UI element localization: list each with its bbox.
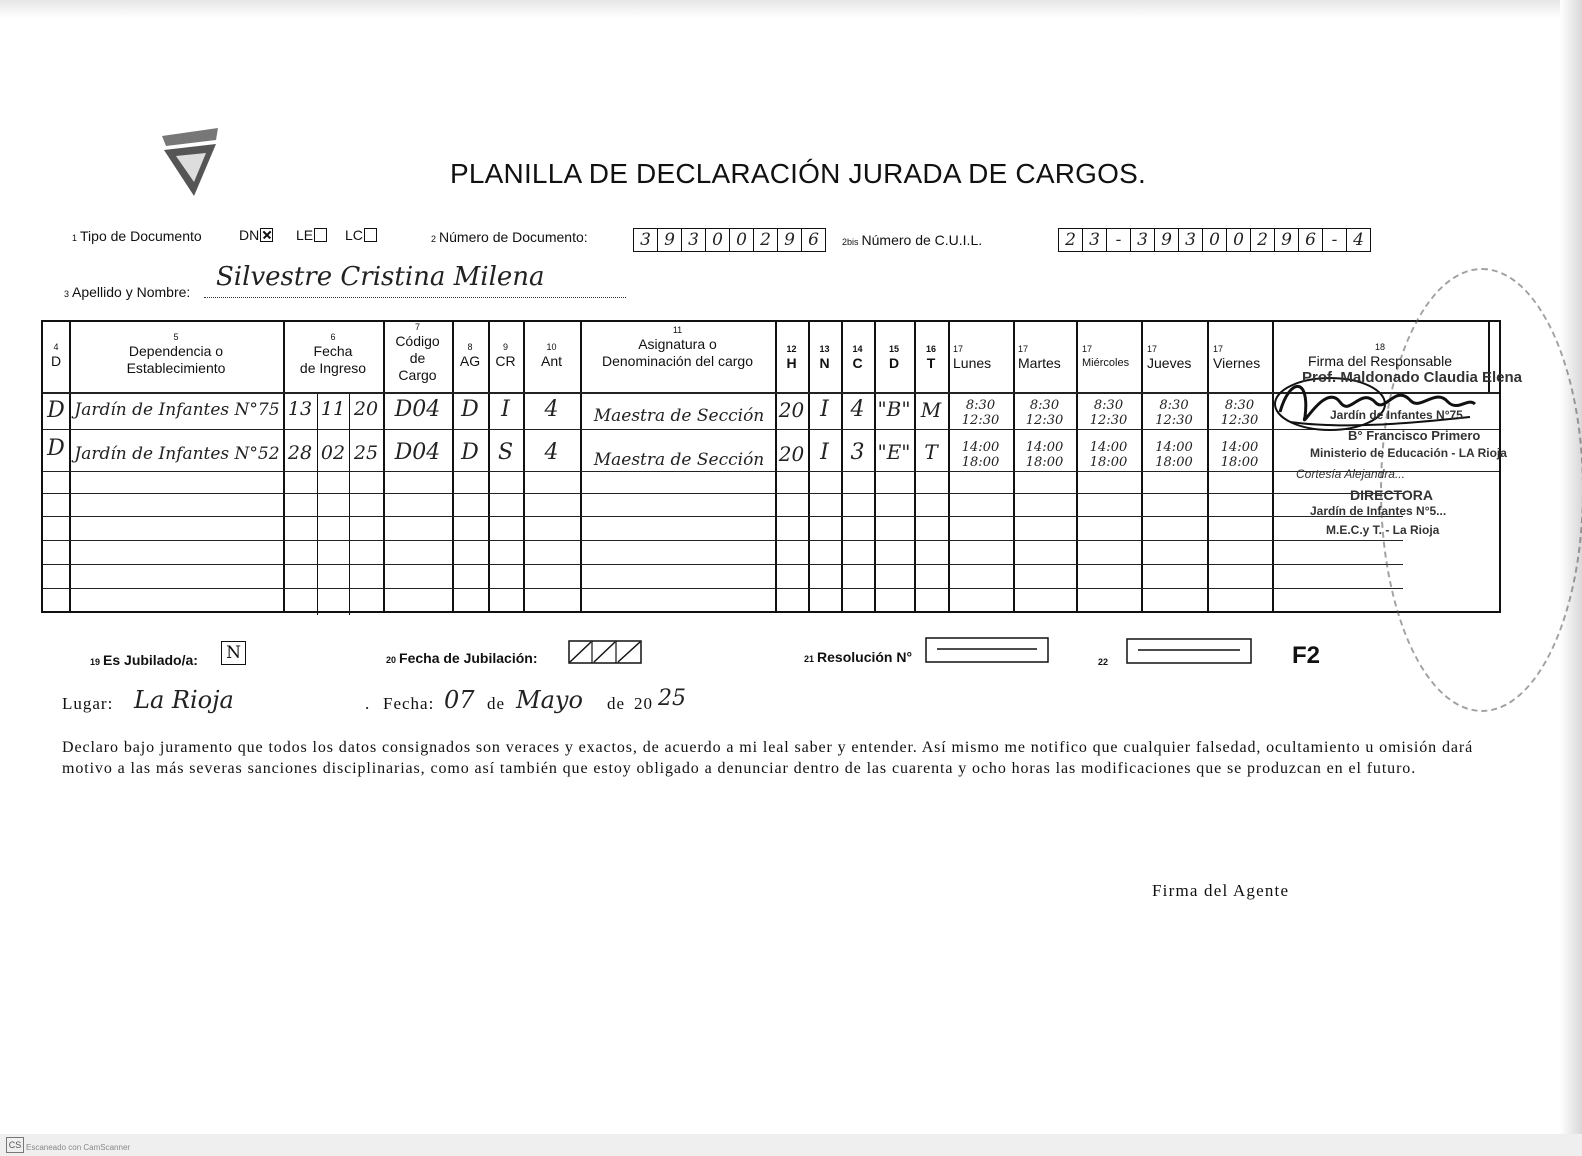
row2-mes[interactable]: 02 — [320, 442, 346, 464]
stamp-barrio: B° Francisco Primero — [1348, 428, 1481, 443]
row2-d15[interactable]: "E" — [877, 440, 911, 464]
firma-agente-label: Firma del Agente — [1152, 881, 1290, 900]
resolucion-label: 21 Resolución N° — [804, 649, 913, 665]
header-t: 16 T — [925, 344, 936, 371]
stamp-directora: DIRECTORA — [1350, 487, 1433, 503]
row2-jueves[interactable]: 14:00 18:00 — [1155, 440, 1193, 470]
row1-asignatura[interactable]: Maestra de Sección — [593, 406, 765, 426]
cuil-digit: 3 — [1082, 228, 1107, 252]
row1-viernes[interactable]: 8:30 12:30 — [1220, 398, 1259, 428]
row1-jueves[interactable]: 8:30 12:30 — [1155, 398, 1193, 428]
header-d: 15 D — [888, 344, 900, 371]
name-dotted-line — [204, 297, 626, 298]
row2-cr[interactable]: S — [497, 440, 514, 465]
fecha-label: Fecha: — [383, 694, 435, 713]
fecha-dia[interactable]: 07 — [444, 686, 475, 714]
stamp-mecyt: M.E.C.y T. - La Rioja — [1326, 523, 1440, 537]
cuil-digit: 2 — [1058, 228, 1083, 252]
row1-lunes[interactable]: 8:30 12:30 — [961, 398, 1000, 428]
row2-t[interactable]: T — [924, 440, 938, 464]
campo-22-label: 22 — [1098, 657, 1109, 667]
row2-anio[interactable]: 25 — [353, 442, 379, 464]
row1-ant[interactable]: 4 — [544, 397, 559, 422]
jubilado-box[interactable]: N — [221, 641, 246, 665]
cuil-label: 2bis Número de C.U.I.L. — [842, 232, 983, 248]
fecha-de-2: de — [607, 694, 626, 713]
doc-number-boxes[interactable] — [634, 228, 826, 252]
row1-ag[interactable]: D — [461, 397, 479, 422]
row2-ag[interactable]: D — [461, 440, 479, 465]
row1-cr[interactable]: I — [501, 397, 510, 422]
name-value[interactable]: Silvestre Cristina Milena — [216, 262, 545, 292]
row1-dia[interactable]: 13 — [287, 398, 313, 420]
row1-d[interactable]: D — [47, 398, 65, 423]
doc-digit: 3 — [633, 228, 658, 252]
ministry-logo-icon — [158, 126, 222, 200]
cuil-digit: 9 — [1274, 228, 1299, 252]
row1-d15[interactable]: "B" — [877, 397, 911, 421]
stamp-name: Prof. Maldonado Claudia Elena — [1302, 369, 1523, 386]
campo-22-box[interactable] — [1126, 638, 1252, 664]
header-codigo-cargo: 7 Código de Cargo — [395, 322, 440, 383]
cuil-digit: 9 — [1154, 228, 1179, 252]
cuil-boxes[interactable] — [1059, 228, 1371, 252]
header-fecha-ingreso: 6 Fecha de Ingreso — [299, 332, 367, 376]
row2-martes[interactable]: 14:00 18:00 — [1025, 440, 1064, 470]
doc-type-dni-option[interactable]: DN — [239, 227, 273, 243]
header-ant: 10 Ant — [540, 342, 562, 369]
cuil-digit: 0 — [1202, 228, 1227, 252]
header-ag: 8 AG — [459, 342, 481, 369]
fecha-anio-prefijo: 20 — [634, 694, 653, 713]
lugar-value[interactable]: La Rioja — [134, 686, 234, 714]
doc-digit: 0 — [705, 228, 730, 252]
row1-anio[interactable]: 20 — [353, 398, 379, 420]
cuil-digit: 0 — [1226, 228, 1251, 252]
row1-martes[interactable]: 8:30 12:30 — [1025, 398, 1064, 428]
cuil-digit: 3 — [1130, 228, 1155, 252]
fecha-anio-sufijo[interactable]: 25 — [658, 686, 686, 711]
doc-digit: 6 — [801, 228, 826, 252]
header-h: 12 H — [786, 344, 797, 371]
header-dependencia: 5 Dependencia o Establecimiento — [126, 332, 226, 376]
row2-h[interactable]: 20 — [778, 442, 805, 466]
declaration-text: Declaro bajo juramento que todos los datos consignados son veraces y exactos, de acuerdo a mi leal saber y entender. Así mismo me notifico que cualquier falsedad, ocultamiento u omisión dará motivo a las más severas sanciones disciplinarias, como así también que estoy obligado a denunciar dentro de las cuarenta y ocho horas las modificaciones que se produzcan en el futuro. — [62, 739, 1474, 777]
row2-c[interactable]: 3 — [850, 440, 865, 465]
camscanner-text: Escaneado con CamScanner — [26, 1143, 131, 1152]
scanner-footer — [0, 1134, 1582, 1156]
doc-number-label: 2 Número de Documento: — [431, 229, 588, 245]
jubilado-label: 19 Es Jubilado/a: — [90, 652, 198, 668]
row1-n[interactable]: I — [820, 397, 829, 422]
cuil-digit: 3 — [1178, 228, 1203, 252]
doc-type-label: 1 Tipo de Documento — [72, 228, 202, 244]
doc-digit: 2 — [753, 228, 778, 252]
row2-n[interactable]: I — [820, 440, 829, 465]
cuil-digit: - — [1106, 228, 1131, 252]
row1-h[interactable]: 20 — [778, 398, 805, 422]
header-c: 14 C — [852, 344, 863, 371]
row2-dependencia[interactable]: Jardín de Infantes N°52 — [74, 444, 280, 464]
header-cr: 9 CR — [495, 342, 516, 369]
fecha-mes[interactable]: Mayo — [516, 686, 583, 714]
resolucion-box[interactable] — [925, 637, 1049, 663]
fecha-jubilacion-label: 20 Fecha de Jubilación: — [386, 650, 538, 666]
header-asignatura: 11 Asignatura o Denominación del cargo — [602, 325, 753, 369]
lc-checkbox[interactable] — [364, 228, 377, 242]
row1-dependencia[interactable]: Jardín de Infantes N°75 — [74, 400, 280, 420]
stamp-jardin-2: Jardín de Infantes N°5... — [1310, 504, 1447, 518]
fecha-de-1: de — [487, 694, 506, 713]
stamp-second-name: Cortesía Alejandra... — [1296, 467, 1405, 481]
header-martes: 17 Martes — [1018, 344, 1061, 371]
doc-digit: 0 — [729, 228, 754, 252]
header-firma-responsable: 18 Firma del Responsable — [1308, 342, 1452, 369]
row2-viernes[interactable]: 14:00 18:00 — [1220, 440, 1259, 470]
fecha-jubilacion-box[interactable] — [568, 640, 642, 664]
header-miercoles: 17 Miércoles — [1082, 344, 1130, 369]
stamp-ministerio: Ministerio de Educación - LA Rioja — [1310, 446, 1507, 460]
row2-lunes[interactable]: 14:00 18:00 — [961, 440, 1000, 470]
header-jueves: 17 Jueves — [1147, 344, 1192, 371]
stamp-jardin: Jardín de Infantes N°75 — [1330, 408, 1463, 422]
row2-miercoles[interactable]: 14:00 18:00 — [1089, 440, 1128, 470]
row2-codigo[interactable]: D04 — [394, 440, 441, 465]
doc-type-lc-option[interactable]: LC — [345, 227, 377, 243]
row2-asignatura[interactable]: Maestra de Sección — [593, 450, 765, 470]
lugar-label: Lugar: — [62, 694, 114, 713]
dni-checkbox[interactable] — [260, 228, 273, 242]
fecha-dot: . — [365, 694, 370, 713]
row1-t[interactable]: M — [920, 398, 942, 422]
doc-digit: 9 — [657, 228, 682, 252]
cargos-table — [41, 320, 1501, 613]
row1-codigo[interactable]: D04 — [394, 397, 441, 422]
header-col4: 4 D — [50, 342, 62, 369]
camscanner-logo-icon: CS — [6, 1137, 24, 1153]
doc-digit: 9 — [777, 228, 802, 252]
header-n: 13 N — [819, 344, 830, 371]
form-code: F2 — [1292, 642, 1321, 669]
cuil-digit: 4 — [1346, 228, 1371, 252]
header-lunes: 17 Lunes — [953, 344, 992, 371]
row1-c[interactable]: 4 — [850, 397, 865, 422]
le-checkbox[interactable] — [314, 228, 327, 242]
scan-edge-top — [0, 0, 1582, 18]
row2-d[interactable]: D — [47, 436, 65, 461]
row2-dia[interactable]: 28 — [287, 442, 313, 464]
doc-digit: 3 — [681, 228, 706, 252]
cuil-digit: 2 — [1250, 228, 1275, 252]
form-title: PLANILLA DE DECLARACIÓN JURADA DE CARGOS. — [450, 158, 1146, 189]
cuil-digit: 6 — [1298, 228, 1323, 252]
row1-mes[interactable]: 11 — [320, 398, 346, 420]
doc-type-le-option[interactable]: LE — [296, 227, 327, 243]
cuil-digit: - — [1322, 228, 1347, 252]
header-viernes: 17 Viernes — [1213, 344, 1261, 371]
name-label: 3 Apellido y Nombre: — [64, 284, 191, 300]
row1-miercoles[interactable]: 8:30 12:30 — [1089, 398, 1128, 428]
row2-ant[interactable]: 4 — [544, 440, 559, 465]
